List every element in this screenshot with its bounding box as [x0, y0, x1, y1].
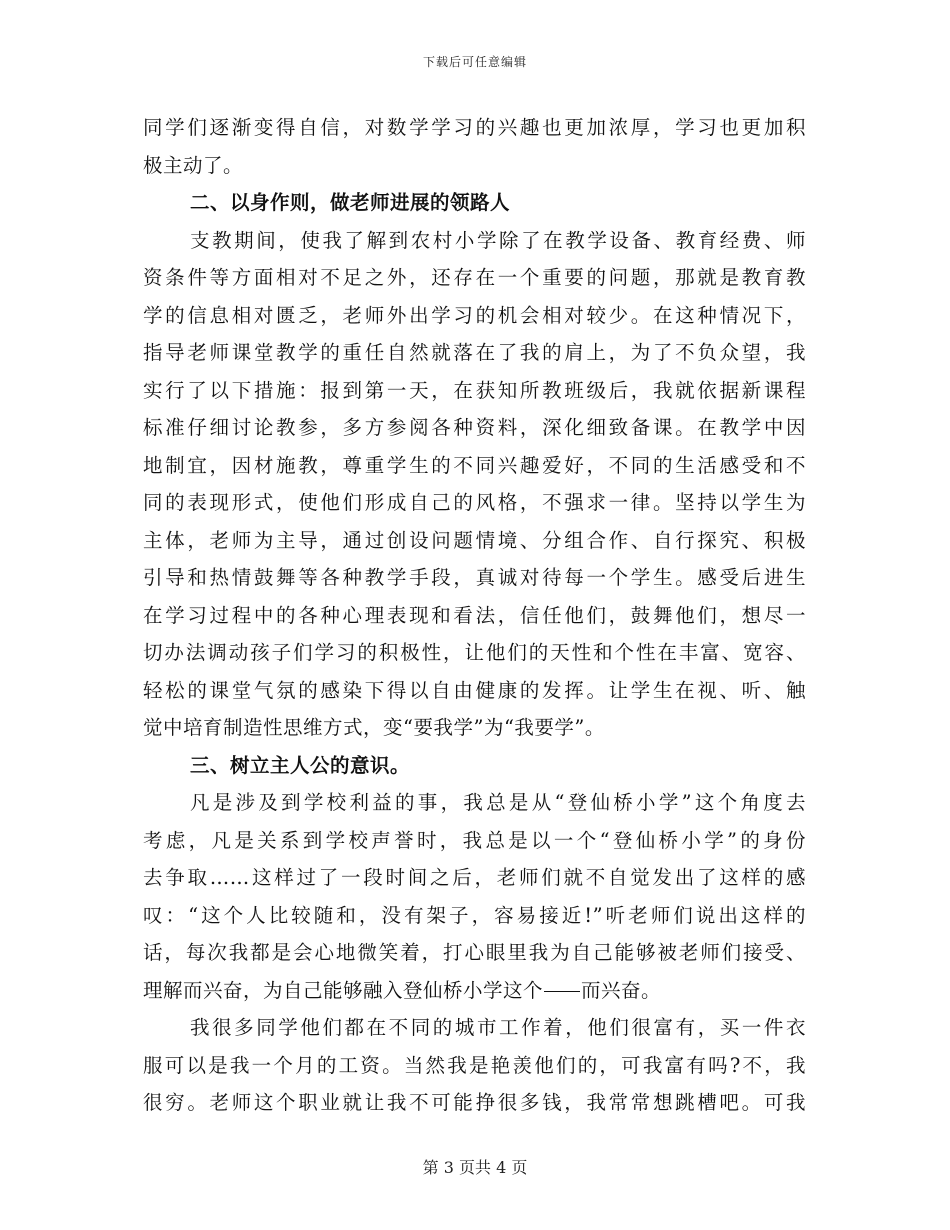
- paragraph-line: 主体，老师为主导，通过创设问题情境、分组合作、自行探究、积极: [143, 528, 806, 552]
- paragraph-line: 地制宜，因材施教，尊重学生的不同兴趣爱好，不同的生活感受和不: [143, 453, 806, 477]
- paragraph-line: 引导和热情鼓舞等各种教学手段，真诚对待每一个学生。感受后进生: [143, 566, 806, 589]
- fill-in-blank: [544, 990, 580, 992]
- paragraph-line: 话，每次我都是会心地微笑着，打心眼里我为自己能够被老师们接受、: [143, 941, 806, 964]
- paragraph-line: 我很多同学他们都在不同的城市工作着，他们很富有，买一件衣: [190, 1016, 806, 1039]
- page-header: 下载后可任意编辑: [422, 55, 527, 69]
- section-heading: 三、树立主人公的意识。: [190, 753, 411, 777]
- paragraph-line: 轻松的课堂气氛的感染下得以自由健康的发挥。让学生在视、听、触: [143, 678, 806, 702]
- paragraph-line: 支教期间，使我了解到农村小学除了在教学设备、教育经费、师: [190, 228, 806, 252]
- paragraph-line: 同的表现形式，使他们形成自己的风格，不强求一律。坚持以学生为: [143, 491, 806, 514]
- paragraph-line: 很穷。老师这个职业就让我不可能挣很多钱，我常常想跳槽吧。可我: [143, 1091, 806, 1114]
- paragraph-line: 考虑，凡是关系到学校声誉时，我总是以一个“登仙桥小学”的身份: [143, 828, 806, 852]
- paragraph-line: 在学习过程中的各种心理表现和看法，信任他们，鼓舞他们，想尽一: [143, 603, 806, 627]
- paragraph-line: 切办法调动孩子们学习的积极性，让他们的天性和个性在丰富、宽容、: [143, 641, 806, 664]
- paragraph-line: 觉中培育制造性思维方式，变“要我学”为“我要学”。: [143, 716, 605, 739]
- paragraph-line: 同学们逐渐变得自信，对数学学习的兴趣也更加浓厚，学习也更加积: [143, 116, 806, 139]
- paragraph-line: 服可以是我一个月的工资。当然我是艳羡他们的，可我富有吗?不，我: [143, 1053, 806, 1077]
- paragraph-line: 叹：“这个人比较随和，没有架子，容易接近!”听老师们说出这样的: [143, 903, 806, 927]
- page-footer: 第 3 页共 4 页: [422, 1158, 528, 1177]
- paragraph-line: [143, 972, 806, 1010]
- paragraph-line: 指导老师课堂教学的重任自然就落在了我的肩上，为了不负众望，我: [143, 341, 806, 364]
- paragraph-line: 实行了以下措施：报到第一天，在获知所教班级后，我就依据新课程: [143, 378, 806, 402]
- paragraph-line: 标准仔细讨论教参，多方参阅各种资料，深化细致备课。在教学中因: [143, 416, 806, 439]
- document-body: [143, 109, 806, 1122]
- paragraph-line: 资条件等方面相对不足之外，还存在一个重要的问题，那就是教育教: [143, 266, 806, 289]
- paragraph-line: 去争取……这样过了一段时间之后，老师们就不自觉发出了这样的感: [143, 866, 806, 889]
- section-heading: 二、以身作则，做老师进展的领路人: [190, 191, 511, 214]
- paragraph-line: 凡是涉及到学校利益的事，我总是从“登仙桥小学”这个角度去: [190, 791, 806, 814]
- line-text: 理解而兴奋，为自己能够融入登仙桥小学这个: [143, 978, 544, 1002]
- paragraph-line: 学的信息相对匮乏，老师外出学习的机会相对较少。在这种情况下，: [143, 303, 806, 327]
- paragraph-line: 极主动了。: [143, 153, 244, 177]
- line-text: 而兴奋。: [581, 978, 662, 1002]
